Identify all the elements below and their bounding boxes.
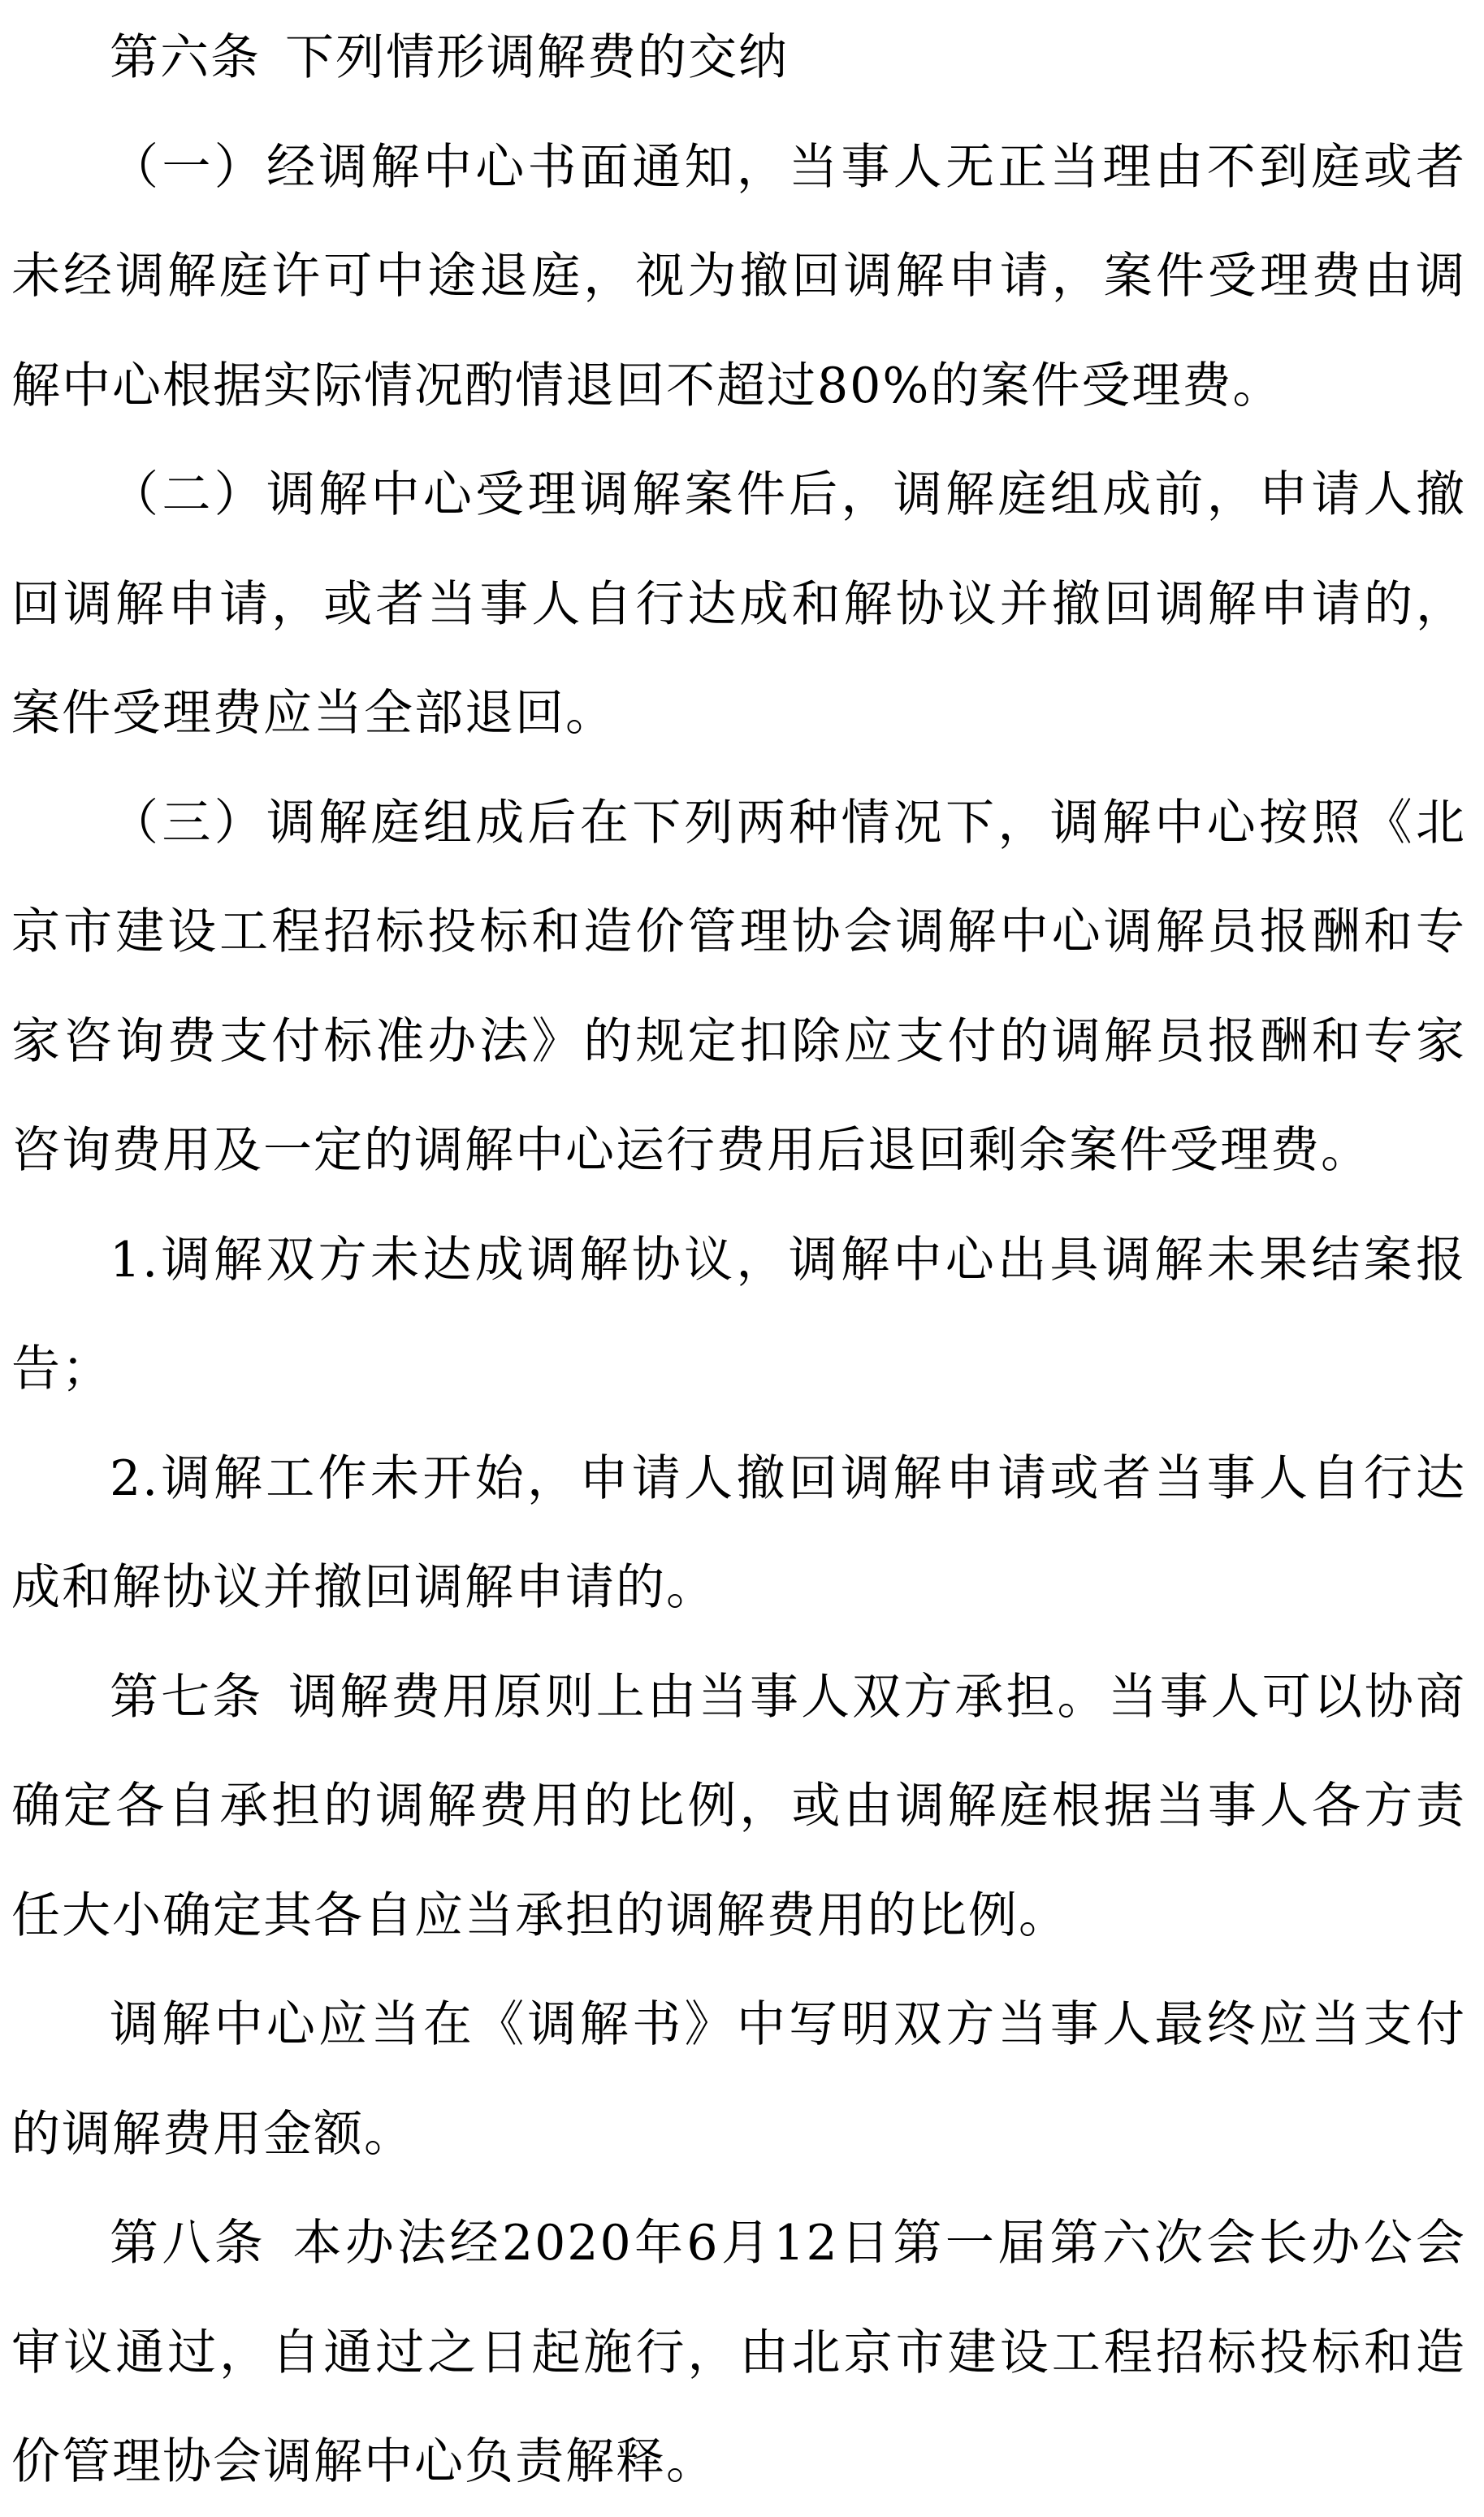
- article-6-item-2: [11, 440, 1466, 769]
- article-6-item-3-1: [11, 1206, 1466, 1424]
- article-6-item-1: [11, 113, 1466, 441]
- article-heading: 第六条: [110, 29, 261, 86]
- paragraph-text: 调解费用原则上由当事人双方承担。当事人可以协商确定各自承担的调解费用的比例，或由调解庭根据当事人各方责任大小确定其各自应当承担的调解费用的比例。: [11, 1668, 1467, 1944]
- article-7-note: [11, 1970, 1466, 2189]
- article-7: [11, 1643, 1466, 1971]
- paragraph-text: 调解中心应当在《调解书》中写明双方当事人最终应当支付的调解费用金额。: [11, 1996, 1466, 2163]
- paragraph-text: （二）调解中心受理调解案件后，调解庭组成前，申请人撤回调解申请，或者当事人自行达成和解协议并撤回调解申请的，案件受理费应当全部退回。: [11, 466, 1466, 742]
- article-8: [11, 2189, 1466, 2517]
- article-heading: 第八条: [110, 2215, 267, 2272]
- paragraph-text: 2.调解工作未开始，申请人撤回调解申请或者当事人自行达成和解协议并撤回调解申请的。: [11, 1449, 1466, 1616]
- paragraph-text: （一）经调解中心书面通知，当事人无正当理由不到庭或者未经调解庭许可中途退庭，视为撤回调解申请，案件受理费由调解中心根据实际情况酌情退回不超过80%的案件受理费。: [11, 138, 1466, 414]
- paragraph-text: 下列情形调解费的交纳: [285, 29, 789, 86]
- article-heading: 第七条: [110, 1668, 264, 1726]
- article-6-item-3: [11, 769, 1466, 1206]
- paragraph-text: 本办法经2020年6月12日第一届第六次会长办公会审议通过，自通过之日起施行，由北京市建设工程招标投标和造价管理协会调解中心负责解释。: [11, 2215, 1467, 2490]
- article-6-title: [11, 3, 1466, 113]
- article-6-item-3-2: [11, 1424, 1466, 1643]
- paragraph-text: （三）调解庭组成后在下列两种情况下，调解中心按照《北京市建设工程招标投标和造价管理协会调解中心调解员报酬和专家咨询费支付标准办法》的规定扣除应支付的调解员报酬和专家咨询费用及一定的调解中心运行费用后退回剩余案件受理费。: [11, 794, 1466, 1179]
- paragraph-text: 1.调解双方未达成调解协议，调解中心出具调解未果结案报告；: [11, 1231, 1466, 1397]
